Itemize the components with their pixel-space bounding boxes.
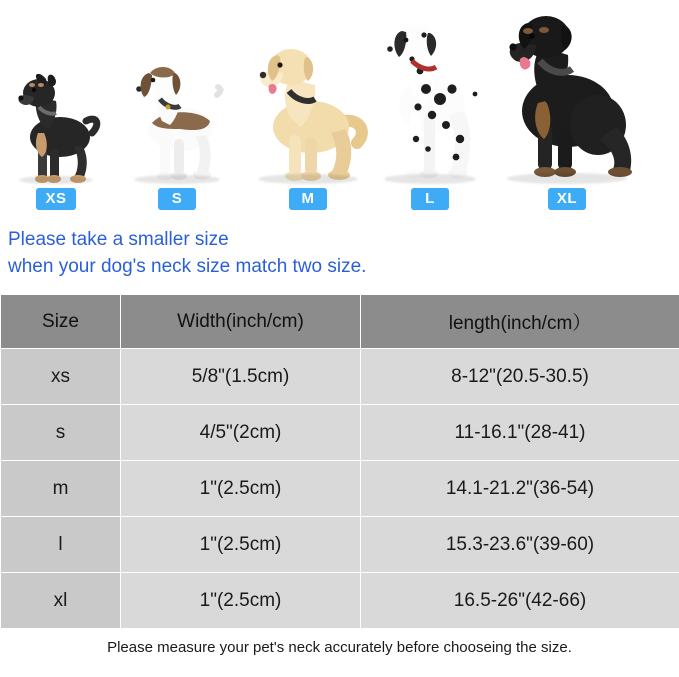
cell-length: 8-12"(20.5-30.5) — [361, 349, 679, 405]
dog-size-illustration-row — [0, 0, 679, 210]
cell-size: xl — [1, 573, 121, 629]
cell-size: m — [1, 461, 121, 517]
cell-length: 11-16.1"(28-41) — [361, 405, 679, 461]
dog-m-illustration — [245, 9, 371, 184]
dog-l-svg — [372, 0, 488, 184]
cell-length: 16.5-26"(42-66) — [361, 573, 679, 629]
header-width: Width(inch/cm) — [121, 295, 361, 349]
table-row — [1, 573, 679, 629]
cell-width: 1"(2.5cm) — [121, 461, 361, 517]
dog-xs-svg — [8, 29, 104, 184]
sizing-notice — [0, 210, 679, 294]
size-chart-table — [0, 294, 679, 629]
dog-size-cell-xl — [492, 0, 642, 210]
size-badge-xl: XL — [548, 188, 586, 210]
table-row — [1, 461, 679, 517]
table-row — [1, 517, 679, 573]
dog-xl-svg — [492, 0, 642, 184]
dog-s-svg — [122, 19, 232, 184]
dog-size-cell-m — [245, 9, 371, 210]
size-badge-l: L — [411, 188, 449, 210]
table-row — [1, 349, 679, 405]
dog-xl-illustration — [492, 0, 642, 184]
dog-l-illustration — [372, 0, 488, 184]
dog-size-cell-xs — [8, 29, 104, 210]
cell-size: s — [1, 405, 121, 461]
cell-size: xs — [1, 349, 121, 405]
dog-m-svg — [245, 9, 371, 184]
size-badge-xs: XS — [36, 188, 75, 210]
size-badge-s: S — [158, 188, 196, 210]
cell-width: 1"(2.5cm) — [121, 573, 361, 629]
cell-width: 5/8"(1.5cm) — [121, 349, 361, 405]
dog-xs-illustration — [8, 29, 104, 184]
table-row — [1, 405, 679, 461]
notice-line-2: when your dog's neck size match two size. — [8, 256, 367, 277]
dog-size-cell-l — [372, 0, 488, 210]
cell-width: 1"(2.5cm) — [121, 517, 361, 573]
size-badge-m: M — [289, 188, 327, 210]
cell-width: 4/5"(2cm) — [121, 405, 361, 461]
header-size: Size — [1, 295, 121, 349]
cell-length: 14.1-21.2"(36-54) — [361, 461, 679, 517]
measure-note: Please measure your pet's neck accurately before chooseing the size. — [107, 639, 572, 656]
table-header-row — [1, 295, 679, 349]
notice-line-1: Please take a smaller size — [8, 229, 229, 250]
cell-length: 15.3-23.6"(39-60) — [361, 517, 679, 573]
header-length: length(inch/cm） — [361, 295, 679, 349]
dog-s-illustration — [122, 19, 232, 184]
cell-size: l — [1, 517, 121, 573]
dog-size-cell-s — [122, 19, 232, 210]
